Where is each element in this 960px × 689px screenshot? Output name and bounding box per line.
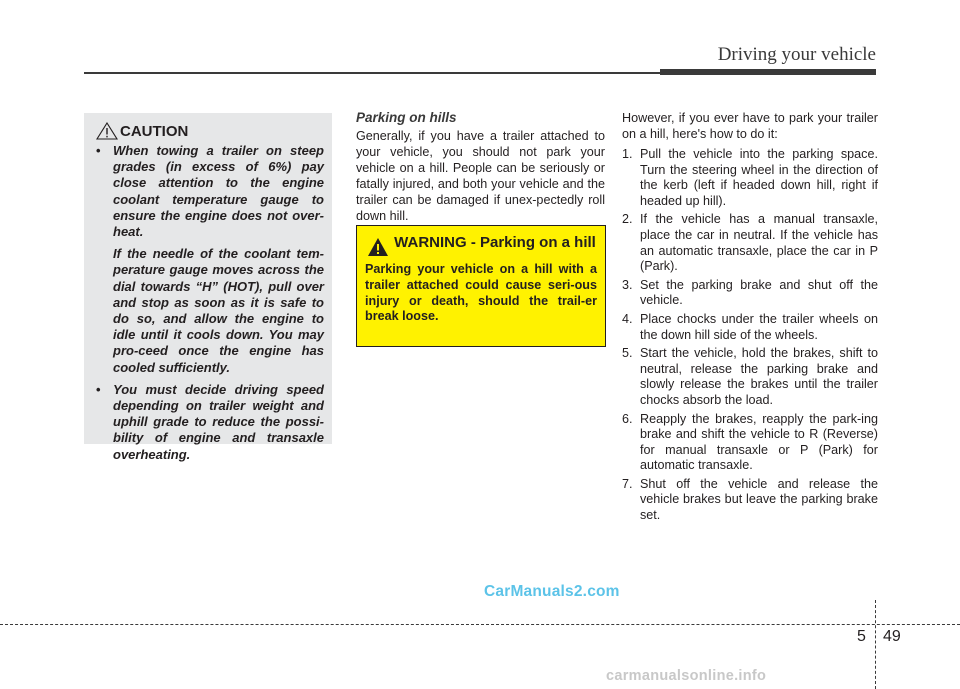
section-title: Driving your vehicle [717,44,876,65]
bullet-glyph: • [96,143,101,158]
parking-body: Generally, if you have a trailer attached to your vehicle, you should not park your vehicle on a hill. People can be seriously or fatally injured, and both your vehicle and the trailer can be damaged if unex-pectedly roll down hill. [356,129,605,223]
step-text: Reapply the brakes, reapply the park-ing brake and shift the vehicle to R (Reverse) for manual transaxle or P (Park) for automatic transaxle. [640,411,878,473]
warning-title: WARNING - Parking on a hill [394,234,596,251]
page-number: 49 [883,628,901,645]
step-text: If the vehicle has a manual transaxle, place the car in neutral. If the vehicle has an automatic transaxle, place the car in P (Park). [640,212,878,274]
caution-triangle-icon [96,122,118,140]
step-item [622,278,878,309]
caution-title: CAUTION [120,122,189,140]
steps-intro: However, if you ever have to park your trailer on a hill, here's how to do it: [622,111,878,141]
step-item [622,477,878,524]
warning-triangle-icon [367,237,389,257]
step-number: 2. [622,212,633,227]
parking-section [356,110,605,224]
caution-box [84,113,332,462]
step-text: Place chocks under the trailer wheels on the down hill side of the wheels. [640,311,878,342]
footer-dashed-rule [0,624,960,625]
step-item [622,346,878,408]
step-number: 4. [622,311,633,326]
step-text: Start the vehicle, hold the brakes, shift to neutral, release the parking brake and slowly release the brakes until the trailer chocks absorb the load. [640,346,878,407]
steps-section [622,110,878,527]
step-number: 6. [622,411,633,426]
step-item [622,412,878,474]
header-rule-bold [660,69,876,75]
step-text: Set the parking brake and shut off the vehicle. [640,277,878,308]
caution-list [94,143,324,463]
footer-vertical-dash [875,600,876,689]
warning-text: Parking your vehicle on a hill with a trailer attached could cause seri-ous injury or death, should the trail-er break loose. [365,262,597,324]
step-text: Shut off the vehicle and release the vehicle brakes but leave the parking brake set. [640,476,878,523]
step-number: 1. [622,147,633,161]
steps-list [622,147,878,524]
watermark-link[interactable]: CarManuals2.com [484,583,620,600]
step-text: Pull the vehicle into the parking space. Turn the steering wheel in the direction of the kerb (left if headed down hill, right if headed up hill). [640,147,878,208]
step-item [622,312,878,343]
step-item [622,212,878,274]
caution-item [94,143,324,376]
warning-header [365,234,597,257]
step-number: 5. [622,346,633,361]
caution-item-text: You must decide driving speed depending on trailer weight and uphill grade to reduce the possi-bility of engine and transaxle overheating. [113,381,324,462]
caution-item-lead: When towing a trailer on steep grades (in excess of 6%) pay close attention to the engine coolant temperature gauge to ensure the engine does not over-heat. [113,143,324,240]
caution-item [94,382,324,463]
parking-heading: Parking on hills [356,110,457,125]
watermark-bottom: carmanualsonline.info [606,668,767,684]
step-number: 7. [622,476,633,491]
chapter-number: 5 [857,628,866,645]
caution-header [96,121,324,141]
caution-item-followup: If the needle of the coolant tem-perature gauge moves across the dial towards “H” (HOT), pull over and stop as soon as it is safe to do so, and allow the engine to idle until it cools down. You may pro-ceed once the engine has cooled sufficiently. [113,246,324,375]
bullet-glyph: • [96,381,101,397]
header-rule [84,72,660,74]
step-number: 3. [622,277,633,292]
step-item [622,147,878,209]
warning-box [356,225,606,347]
